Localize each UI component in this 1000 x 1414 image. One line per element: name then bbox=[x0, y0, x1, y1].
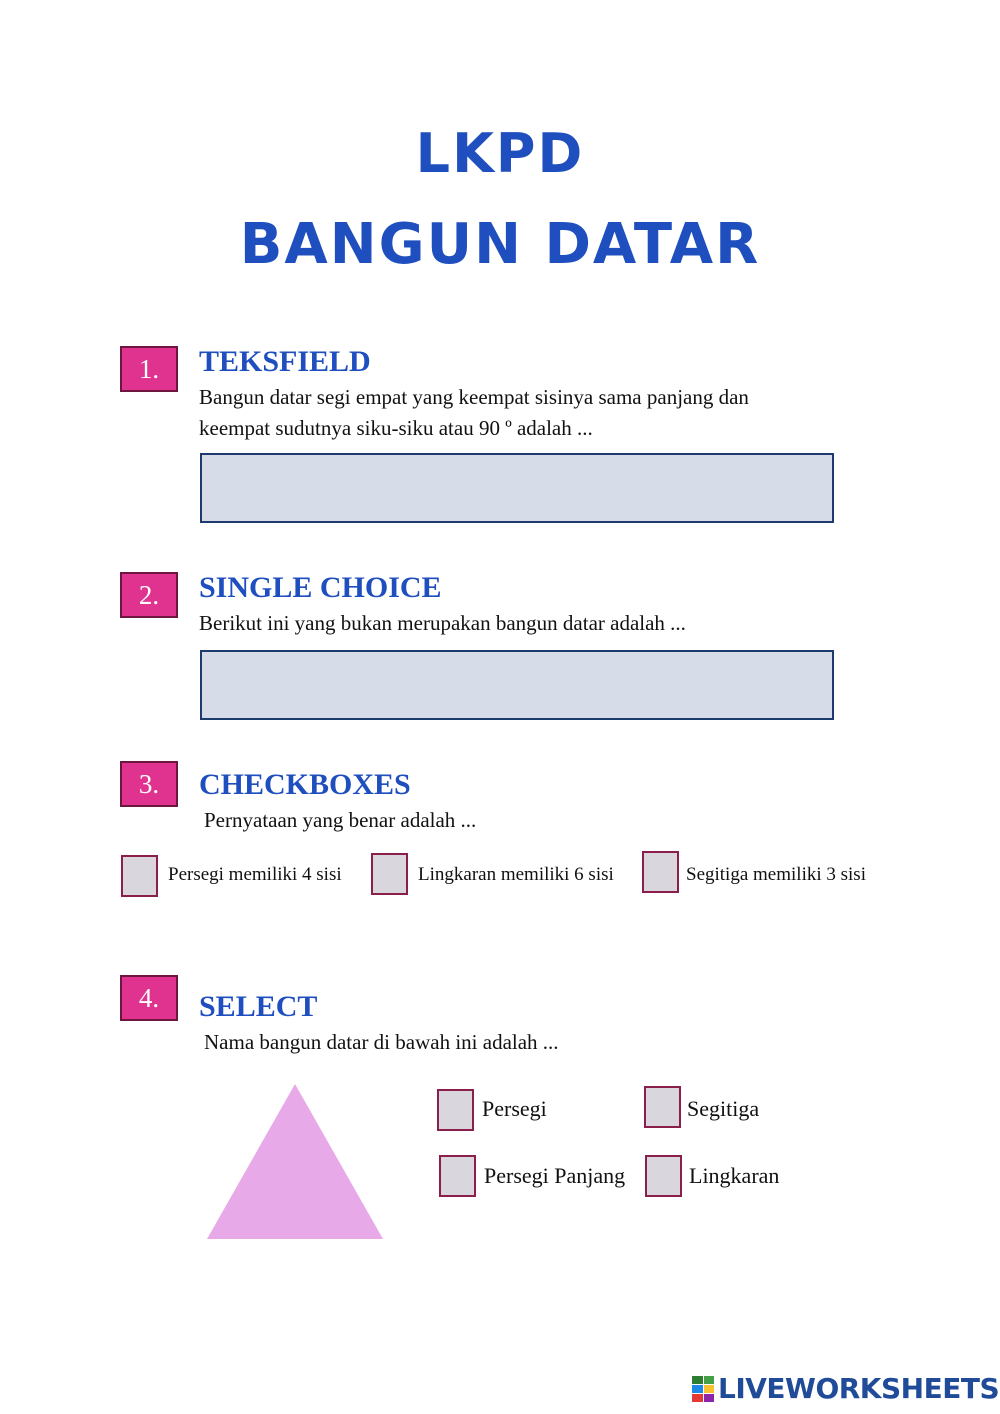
section-4-number-badge: 4. bbox=[120, 975, 178, 1021]
checkbox-option-1[interactable] bbox=[121, 855, 158, 897]
worksheet-title-line1: LKPD bbox=[415, 122, 585, 185]
section-1-question-line2: keempat sudutnya siku-siku atau 90 º adalah ... bbox=[199, 416, 593, 440]
section-4-heading: SELECT bbox=[199, 990, 318, 1023]
checkbox-option-1-label: Persegi memiliki 4 sisi bbox=[168, 864, 342, 885]
select-option-lingkaran-label: Lingkaran bbox=[689, 1163, 780, 1188]
section-1-heading: TEKSFIELD bbox=[199, 345, 371, 378]
section-2-question: Berikut ini yang bukan merupakan bangun datar adalah ... bbox=[199, 611, 686, 635]
section-2-choice-answer-field[interactable] bbox=[200, 650, 834, 720]
section-1-number-badge: 1. bbox=[120, 346, 178, 392]
section-2-heading: SINGLE CHOICE bbox=[199, 571, 442, 604]
checkbox-option-2-label: Lingkaran memiliki 6 sisi bbox=[418, 864, 614, 885]
section-3-heading: CHECKBOXES bbox=[199, 768, 411, 801]
checkbox-option-3[interactable] bbox=[642, 851, 679, 893]
liveworksheets-logo bbox=[692, 1372, 999, 1405]
select-option-persegi-panjang-label: Persegi Panjang bbox=[484, 1163, 626, 1188]
liveworksheets-brand-text: LIVEWORKSHEETS bbox=[718, 1372, 1000, 1405]
checkbox-option-3-label: Segitiga memiliki 3 sisi bbox=[686, 864, 866, 885]
section-1-text-answer-field[interactable] bbox=[200, 453, 834, 523]
liveworksheets-logo-icon bbox=[692, 1376, 714, 1402]
select-option-segitiga-box[interactable] bbox=[644, 1086, 681, 1128]
section-4-question: Nama bangun datar di bawah ini adalah ... bbox=[204, 1030, 559, 1054]
triangle-shape bbox=[207, 1084, 383, 1239]
select-option-segitiga-label: Segitiga bbox=[687, 1096, 760, 1121]
select-option-persegi-label: Persegi bbox=[482, 1096, 547, 1121]
checkbox-option-2[interactable] bbox=[371, 853, 408, 895]
section-3-question: Pernyataan yang benar adalah ... bbox=[204, 808, 477, 832]
worksheet-title-line2: BANGUN DATAR bbox=[239, 212, 761, 277]
section-1-question-line1: Bangun datar segi empat yang keempat sisinya sama panjang dan bbox=[199, 385, 749, 409]
triangle-shape-image bbox=[205, 1082, 385, 1242]
section-3-number-badge: 3. bbox=[120, 761, 178, 807]
select-option-lingkaran-box[interactable] bbox=[645, 1155, 682, 1197]
section-2-number-badge: 2. bbox=[120, 572, 178, 618]
select-option-persegi-box[interactable] bbox=[437, 1089, 474, 1131]
select-option-persegi-panjang-box[interactable] bbox=[439, 1155, 476, 1197]
